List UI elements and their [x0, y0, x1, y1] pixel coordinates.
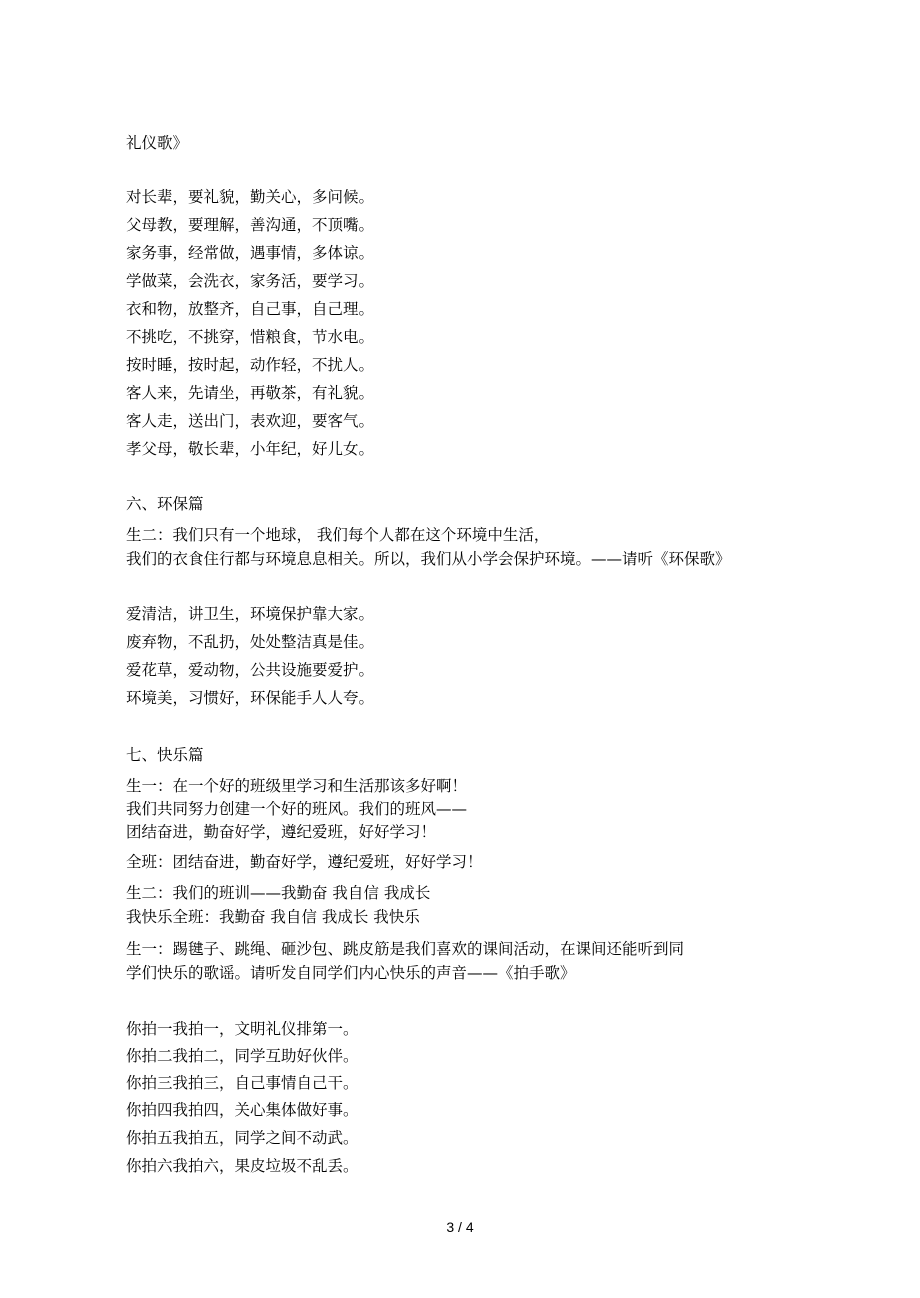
section-heading: 七、快乐篇: [126, 746, 204, 764]
song-line: 不挑吃，不挑穿，惜粮食，节水电。: [126, 328, 375, 346]
song-line: 学做菜，会洗衣，家务活，要学习。: [126, 272, 375, 290]
page-number: 3 / 4: [446, 1219, 474, 1235]
song-line: 孝父母，敬长辈，小年纪，好儿女。: [126, 440, 375, 458]
song-line: 你拍五我拍五，同学之间不动武。: [126, 1129, 359, 1147]
paragraph-line: 团结奋进，勤奋好学，遵纪爱班，好好学习！: [126, 823, 437, 841]
section-heading: 六、环保篇: [126, 495, 204, 513]
paragraph-line: 生一：在一个好的班级里学习和生活那该多好啊！: [126, 777, 468, 795]
paragraph-line: 生二：我们的班训——我勤奋 我自信 我成长: [126, 884, 431, 902]
paragraph-line: 我们的衣食住行都与环境息息相关。所以，我们从小学会保护环境。——请听《环保歌》: [126, 550, 731, 568]
song-line: 废弃物，不乱扔，处处整洁真是佳。: [126, 633, 375, 651]
paragraph-line: 我们共同努力创建一个好的班风。我们的班风——: [126, 800, 468, 818]
song-line: 客人来，先请坐，再敬茶，有礼貌。: [126, 384, 375, 402]
paragraph-line: 学们快乐的歌谣。请听发自同学们内心快乐的声音——《拍手歌》: [126, 964, 576, 982]
song-line: 父母教，要理解，善沟通，不顶嘴。: [126, 216, 375, 234]
song-line: 你拍三我拍三，自己事情自己干。: [126, 1074, 359, 1092]
paragraph-line: 我快乐全班：我勤奋 我自信 我成长 我快乐: [126, 908, 420, 926]
song-line: 客人走，送出门，表欢迎，要客气。: [126, 412, 375, 430]
song-line: 你拍四我拍四，关心集体做好事。: [126, 1101, 359, 1119]
paragraph-line: 全班：团结奋进，勤奋好学，遵纪爱班，好好学习！: [126, 853, 483, 871]
song-line: 爱清洁，讲卫生，环境保护靠大家。: [126, 605, 375, 623]
song-line: 你拍二我拍二，同学互助好伙伴。: [126, 1047, 359, 1065]
song-line: 衣和物，放整齐，自己事，自己理。: [126, 300, 375, 318]
song-line: 家务事，经常做，遇事情，多体谅。: [126, 244, 375, 262]
paragraph-line: 生二：我们只有一个地球， 我们每个人都在这个环境中生活，: [126, 526, 550, 544]
song-line: 对长辈，要礼貌，勤关心，多问候。: [126, 188, 375, 206]
song-line: 你拍六我拍六，果皮垃圾不乱丢。: [126, 1157, 359, 1175]
song-line: 按时睡，按时起，动作轻，不扰人。: [126, 356, 375, 374]
paragraph-line: 生一：踢毽子、跳绳、砸沙包、跳皮筋是我们喜欢的课间活动，在课间还能听到同: [126, 940, 685, 958]
song-line: 爱花草，爱动物，公共设施要爱护。: [126, 661, 375, 679]
song-line: 环境美，习惯好，环保能手人人夸。: [126, 689, 375, 707]
song-title-fragment: 礼仪歌》: [126, 134, 189, 152]
song-line: 你拍一我拍一，文明礼仪排第一。: [126, 1020, 359, 1038]
